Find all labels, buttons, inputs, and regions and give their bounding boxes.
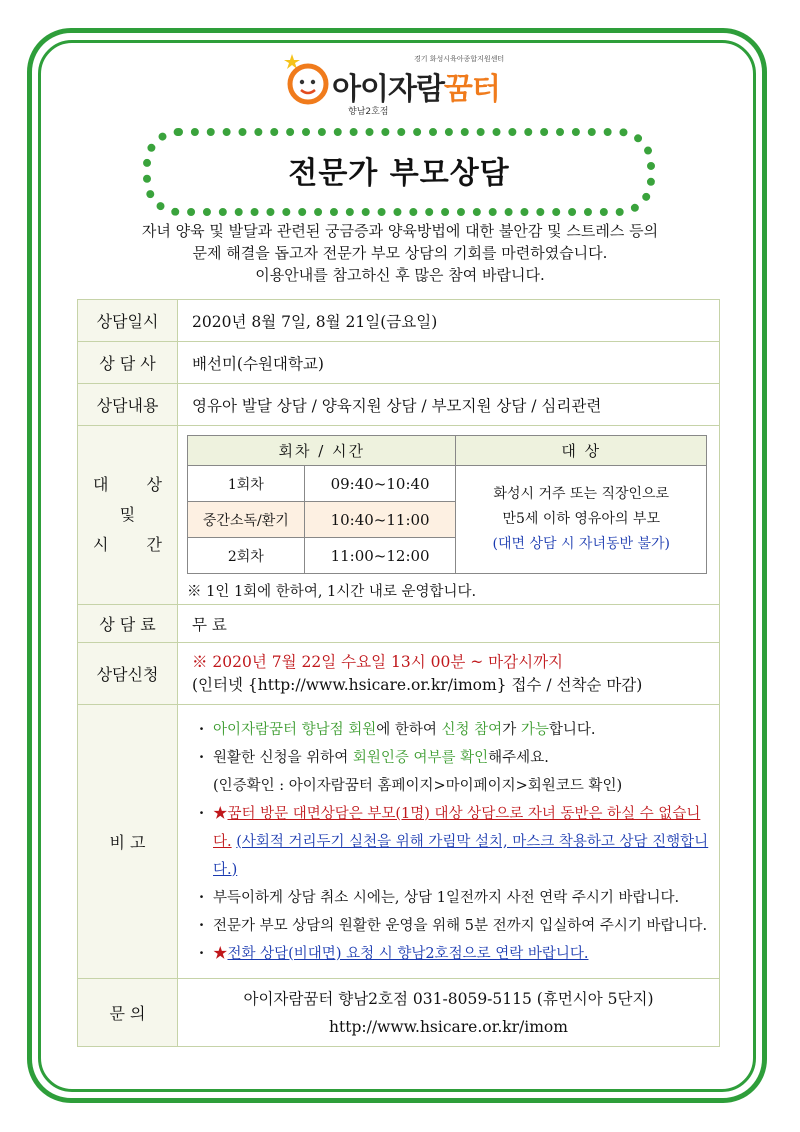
logo-subtitle: 경기 화성시육아종합지원센터 bbox=[414, 55, 505, 63]
target-line: 화성시 거주 또는 직장인으로 bbox=[493, 486, 670, 502]
notice-text: 전화 상담(비대면) 요청 시 향남2호점으로 연락 바랍니다. bbox=[227, 945, 589, 962]
row-target-time bbox=[78, 426, 720, 605]
value-remarks bbox=[178, 705, 720, 979]
apply-deadline: ※ 2020년 7월 22일 수요일 13시 00분 ~ 마감시까지 bbox=[192, 652, 564, 671]
logo-name-part1: 아이자람 bbox=[332, 72, 444, 107]
info-table bbox=[77, 299, 720, 1047]
session-name: 2회차 bbox=[188, 538, 305, 574]
label-fee: 상 담 료 bbox=[78, 605, 178, 643]
label-counselor: 상 담 사 bbox=[78, 342, 178, 384]
logo-name bbox=[332, 64, 500, 108]
highlight-text: 아이자람꿈터 향남점 회원 bbox=[213, 721, 377, 738]
intro-text bbox=[80, 220, 720, 286]
text: (인증확인 : 아이자람꿈터 홈페이지>마이페이지>회원코드 확인) bbox=[213, 777, 623, 794]
label-char: 및 bbox=[119, 505, 136, 524]
intro-line: 이용안내를 참고하신 후 많은 참여 바랍니다. bbox=[255, 266, 545, 284]
row-contact bbox=[78, 979, 720, 1047]
row-date bbox=[78, 300, 720, 342]
session-time: 10:40~11:00 bbox=[304, 502, 456, 538]
highlight-text: 신청 참여 bbox=[441, 721, 503, 738]
header-target: 대 상 bbox=[456, 436, 707, 466]
label-char: 상 bbox=[146, 475, 162, 494]
remarks-list bbox=[179, 708, 718, 976]
session-name: 1회차 bbox=[188, 466, 305, 502]
list-item: · 전문가 부모 상담의 원활한 운영을 위해 5분 전까지 입실하여 주시기 바랍니다. bbox=[197, 912, 718, 940]
label-apply: 상담신청 bbox=[78, 643, 178, 705]
target-line-note: (대면 상담 시 자녀동반 불가) bbox=[492, 536, 670, 552]
star-icon: ★ bbox=[213, 945, 228, 962]
list-item bbox=[197, 800, 718, 884]
label-char: 시 bbox=[93, 535, 109, 554]
row-fee bbox=[78, 605, 720, 643]
label-date: 상담일시 bbox=[78, 300, 178, 342]
apply-method: (인터넷 {http://www.hsicare.or.kr/imom} 접수 / 선착순 마감) bbox=[192, 675, 643, 694]
label-char: 대 bbox=[93, 475, 109, 494]
row-content bbox=[78, 384, 720, 426]
warning-text: 꿈터 방문 대면상담은 부모(1명) 대상 상담으로 자녀 동반은 하실 수 없습니다. bbox=[213, 805, 701, 850]
value-fee: 무 료 bbox=[178, 605, 720, 643]
session-time: 09:40~10:40 bbox=[304, 466, 456, 502]
row-remarks bbox=[78, 705, 720, 979]
target-line: 만5세 이하 영유아의 부모 bbox=[502, 511, 660, 527]
intro-line: 문제 해결을 돕고자 전문가 부모 상담의 기회를 마련하였습니다. bbox=[192, 244, 608, 262]
child-face-icon bbox=[282, 50, 330, 106]
contact-url[interactable]: http://www.hsicare.or.kr/imom bbox=[329, 1017, 568, 1036]
list-item bbox=[197, 744, 718, 800]
text: 에 한하여 bbox=[376, 721, 442, 738]
highlight-text: 가능 bbox=[520, 721, 549, 738]
contact-phone: 아이자람꿈터 향남2호점 031-8059-5115 (휴먼시아 5단지) bbox=[243, 989, 654, 1008]
row-counselor bbox=[78, 342, 720, 384]
logo-branch: 향남2호점 bbox=[348, 107, 389, 117]
page-title: 전문가 부모상담 bbox=[288, 156, 510, 191]
value-contact bbox=[178, 979, 720, 1047]
label-remarks: 비 고 bbox=[78, 705, 178, 979]
text: 합니다. bbox=[548, 721, 596, 738]
intro-line: 자녀 양육 및 발달과 관련된 궁금증과 양육방법에 대한 불안감 및 스트레스 등의 bbox=[141, 222, 659, 240]
session-name: 중간소독/환기 bbox=[188, 502, 305, 538]
value-target-time bbox=[178, 426, 720, 605]
schedule-row bbox=[188, 466, 707, 502]
text: 해주세요. bbox=[488, 749, 549, 766]
list-item bbox=[197, 940, 718, 968]
header-session: 회차 / 시간 bbox=[188, 436, 456, 466]
label-target-time bbox=[78, 426, 178, 605]
logo-name-part2: 꿈터 bbox=[443, 72, 500, 107]
value-apply bbox=[178, 643, 720, 705]
logo bbox=[282, 50, 522, 120]
star-icon: ★ bbox=[213, 805, 228, 822]
text: 가 bbox=[502, 721, 521, 738]
text: 원활한 신청을 위하여 bbox=[213, 749, 353, 766]
label-contact: 문 의 bbox=[78, 979, 178, 1047]
session-time: 11:00~12:00 bbox=[304, 538, 456, 574]
value-date: 2020년 8월 7일, 8월 21일(금요일) bbox=[178, 300, 720, 342]
list-item bbox=[197, 716, 718, 744]
operation-note: ※ 1인 1회에 한하여, 1시간 내로 운영합니다. bbox=[187, 584, 477, 600]
list-item: · 부득이하게 상담 취소 시에는, 상담 1일전까지 사전 연락 주시기 바랍니다. bbox=[197, 884, 718, 912]
label-content: 상담내용 bbox=[78, 384, 178, 426]
schedule-table bbox=[187, 435, 707, 574]
row-apply bbox=[78, 643, 720, 705]
notice-text: (사회적 거리두기 실천을 위해 가림막 설치, 마스크 착용하고 상담 진행합니다.) bbox=[213, 833, 709, 878]
value-counselor: 배선미(수원대학교) bbox=[178, 342, 720, 384]
label-char: 간 bbox=[146, 535, 162, 554]
value-content: 영유아 발달 상담 / 양육지원 상담 / 부모지원 상담 / 심리관련 bbox=[178, 384, 720, 426]
target-cell bbox=[456, 466, 707, 574]
highlight-text: 회원인증 여부를 확인 bbox=[352, 749, 489, 766]
